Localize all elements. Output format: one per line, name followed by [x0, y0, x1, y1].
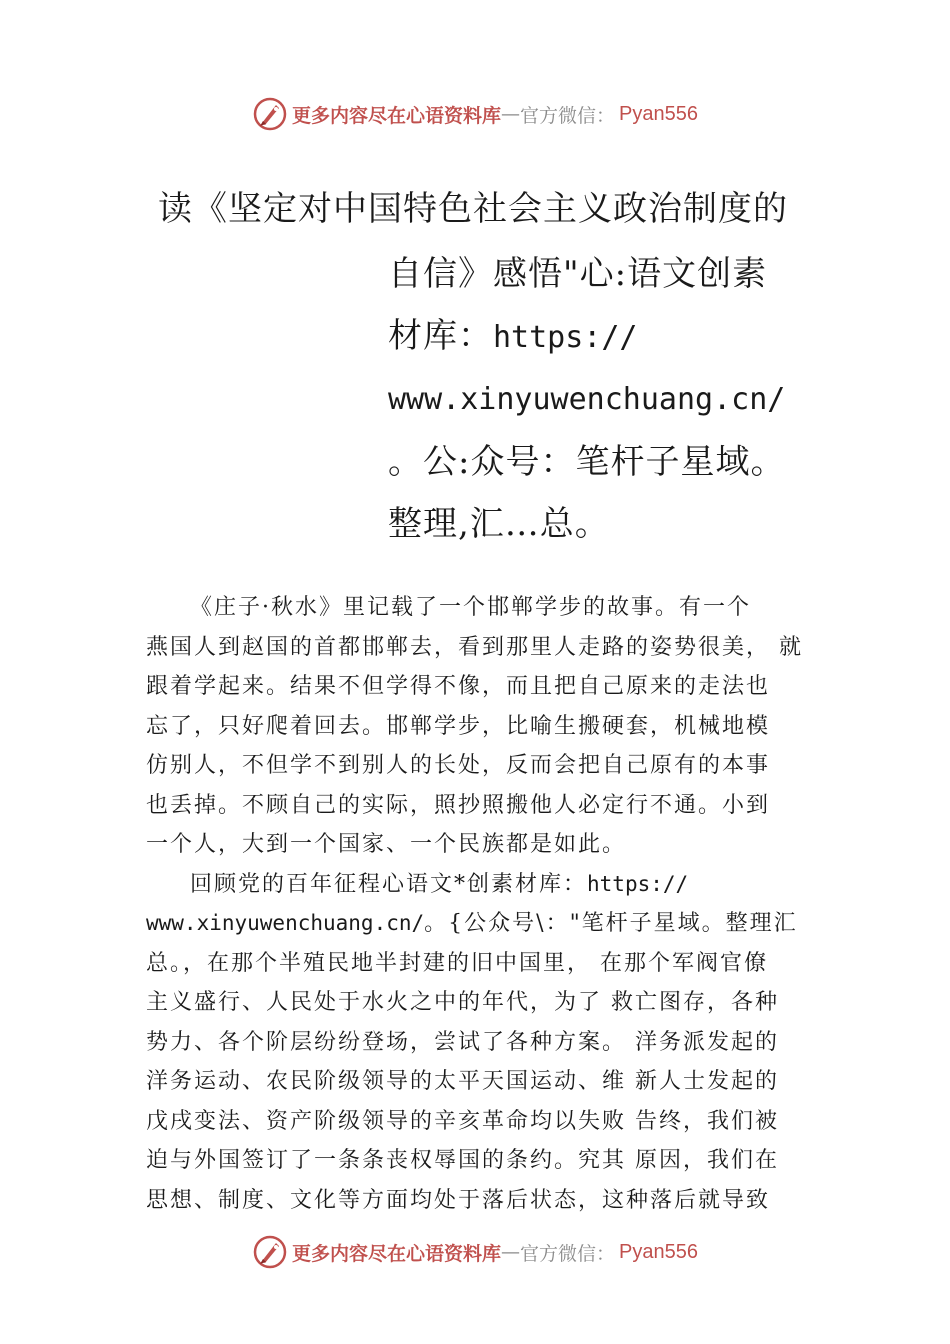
paragraph-1-line: 也丢掉。不顾自己的实际，照抄照搬他人必定行不通。小到: [146, 792, 771, 818]
banner-separator: —: [501, 1241, 521, 1263]
paragraph-2-url: www.xinyuwenchuang.cn/: [146, 911, 425, 935]
paragraph-1-line: 《庄子·秋水》里记载了一个邯郸学步的故事。有一个: [190, 595, 751, 620]
paragraph-1-line: 跟着学起来。结果不但学得不像，而且把自己原来的走法也: [146, 674, 771, 699]
paragraph-2-line: 势力、各个阶层纷纷登场，尝试了各种方案。 洋务派发起的: [146, 1029, 779, 1055]
paragraph-2-text: 回顾党的百年征程心语文*创素材库：: [190, 871, 588, 897]
banner-wechat-label: 官方微信：: [520, 1242, 616, 1265]
pen-nib-circle-icon: [252, 96, 288, 132]
banner-separator: —: [501, 103, 521, 125]
paragraph-2-line: 戊戌变法、资产阶级领导的辛亥革命均以失败 告终，我们被: [146, 1108, 779, 1134]
paragraph-2-text: 。{公众号\："笔杆子星域。整理汇: [424, 911, 798, 936]
title-line-6: 整理,汇…总。: [388, 504, 610, 544]
title-line-3-text: 材库：: [388, 316, 493, 356]
paragraph-1-line: 仿别人，不但学不到别人的长处，反而会把自己原有的本事: [146, 753, 771, 778]
paragraph-2-line: 主义盛行、人民处于水火之中的年代，为了 救亡图存，各种: [146, 990, 779, 1015]
paragraph-2-line: [146, 865, 826, 905]
pen-nib-circle-icon: [252, 1234, 288, 1270]
paragraph-2-line: 思想、制度、文化等方面均处于落后状态，这种落后就导致: [146, 1187, 771, 1213]
document-title-continued: [388, 243, 828, 555]
paragraph-1-line: 忘了，只好爬着回去。邯郸学步，比喻生搬硬套，机械地模: [146, 713, 771, 739]
banner-text: 更多内容尽在心语资料库: [292, 104, 502, 127]
paragraph-2-line: 总。，在那个半殖民地半封建的旧中国里， 在那个军阀官僚: [146, 950, 768, 976]
title-line-4: www.xinyuwenchuang.cn/: [388, 382, 786, 417]
footer-banner: [0, 1230, 950, 1274]
paragraph-2-line: 迫与外国签订了一条条丧权辱国的条约。究其 原因，我们在: [146, 1148, 779, 1173]
paragraph-2-url: https://: [587, 871, 689, 896]
title-line-3-url: https://: [493, 320, 638, 355]
banner-wechat-label: 官方微信：: [520, 104, 616, 127]
paragraph-1-line: 燕国人到赵国的首都邯郸去，看到那里人走路的姿势很美， 就: [146, 634, 803, 660]
document-title-line-1: 读《坚定对中国特色社会主义政治制度的: [158, 189, 788, 229]
title-line-3: [388, 305, 828, 369]
paragraph-1-line: 一个人，大到一个国家、一个民族都是如此。: [146, 832, 627, 857]
article-body: [146, 588, 826, 1220]
banner-text: 更多内容尽在心语资料库: [292, 1242, 502, 1265]
paragraph-2-line: 洋务运动、农民阶级领导的太平天国运动、维 新人士发起的: [146, 1069, 779, 1094]
title-line-2: 自信》感悟"心:语文创素: [388, 254, 768, 294]
banner-wechat-id: Pyan556: [619, 1240, 698, 1263]
title-line-5: 。公:众号：笔杆子星域。: [388, 442, 786, 482]
paragraph-2-line: [146, 904, 826, 944]
banner-wechat-id: Pyan556: [619, 102, 698, 125]
header-banner: [0, 92, 950, 136]
